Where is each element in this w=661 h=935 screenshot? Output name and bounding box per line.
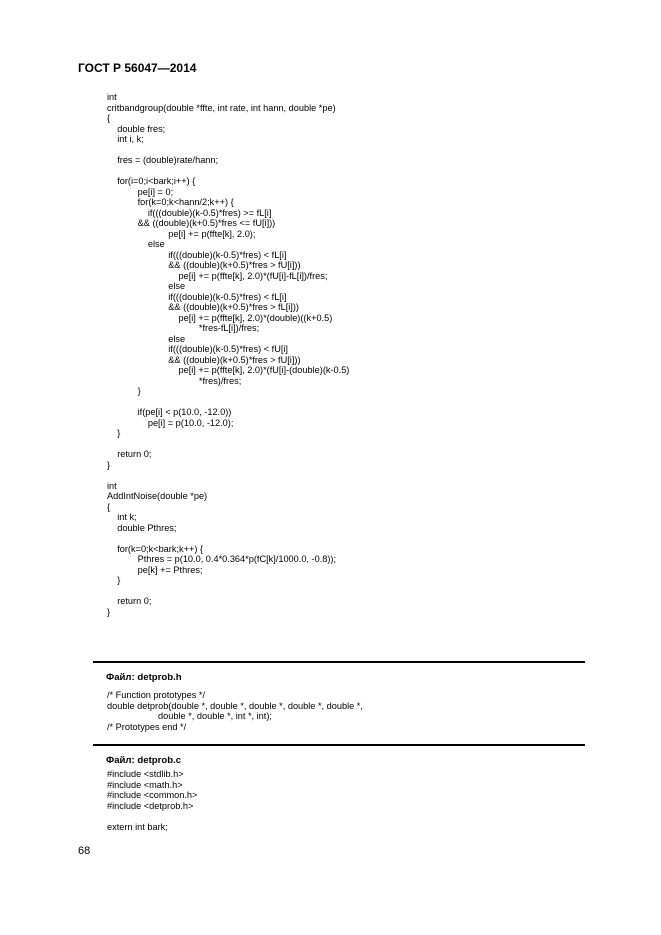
code-line: double *, double *, int *, int); (107, 711, 272, 721)
code-line: int k; (107, 512, 137, 522)
section-divider (93, 661, 585, 663)
code-line: *fres-fL[i])/fres; (107, 323, 260, 333)
code-line: for(k=0;k<bark;k++) { (107, 543, 204, 554)
code-line (107, 811, 197, 822)
code-line: if(pe[i] < p(10.0, -12.0)) (107, 407, 232, 417)
code-line: pe[i] += p(ffte[k], 2.0); (107, 228, 256, 239)
code-line: Pthres = p(10.0, 0.4*0.364*p(fC[k]/1000.0, -0.8)); (107, 554, 337, 564)
code-line: else (107, 281, 186, 291)
code-line: /* Function prototypes */ (107, 690, 206, 700)
code-block-detprob-c (107, 769, 197, 832)
code-line: critbandgroup(double *ffte, int rate, int hann, double *pe) (107, 102, 336, 113)
code-line: for(i=0;i<bark;i++) { (107, 176, 196, 186)
code-line: if(((double)(k-0.5)*fres) < fL[i] (107, 249, 287, 260)
code-line: else (107, 333, 186, 344)
code-line: #include <common.h> (107, 790, 198, 800)
page-header: ГОСТ Р 56047—2014 (78, 61, 197, 75)
code-line: pe[i] = p(10.0, -12.0); (107, 417, 234, 428)
code-line: fres = (double)rate/hann; (107, 155, 219, 165)
code-line: } (107, 386, 141, 396)
code-line: else (107, 239, 165, 249)
code-line: /* Prototypes end */ (107, 721, 187, 732)
code-line: #include <stdlib.h> (107, 769, 184, 779)
code-line: int (107, 92, 117, 102)
code-line (107, 586, 349, 597)
code-line (107, 145, 349, 156)
code-line (107, 439, 349, 450)
code-line: double Pthres; (107, 522, 177, 533)
code-line: return 0; (107, 596, 152, 606)
code-block-critbandgroup (107, 92, 349, 617)
code-line: AddIntNoise(double *pe) (107, 491, 208, 501)
code-line: if(((double)(k-0.5)*fres) >= fL[i] (107, 207, 272, 218)
code-line: pe[i] += p(ffte[k], 2.0)*(double)((k+0.5) (107, 312, 333, 323)
code-line: && ((double)(k+0.5)*fres > fU[i])) (107, 260, 301, 270)
code-line: } (107, 428, 121, 438)
code-line: if(((double)(k-0.5)*fres) < fL[i] (107, 291, 287, 302)
code-line (107, 533, 349, 544)
code-line (107, 166, 349, 177)
code-line: { (107, 501, 111, 512)
code-line: *fres)/fres; (107, 375, 242, 386)
code-line: if(((double)(k-0.5)*fres) < fU[i] (107, 344, 288, 354)
code-line: pe[i] += p(ffte[k], 2.0)*(fU[i]-fL[i])/fres; (107, 270, 328, 281)
code-line: pe[k] += Pthres; (107, 564, 203, 575)
code-line: { (107, 113, 111, 123)
code-line: return 0; (107, 449, 152, 459)
code-line: && ((double)(k+0.5)*fres <= fU[i])) (107, 218, 276, 228)
page-number: 68 (78, 845, 91, 857)
code-line (107, 397, 349, 408)
code-line: int i, k; (107, 134, 144, 144)
code-line: for(k=0;k<hann/2;k++) { (107, 197, 234, 207)
code-line: int (107, 480, 117, 491)
code-block-detprob-h (107, 690, 363, 732)
code-line: #include <math.h> (107, 779, 183, 790)
section-divider (93, 744, 585, 746)
code-line: && ((double)(k+0.5)*fres > fL[i])) (107, 302, 299, 312)
code-line: extern int bark; (107, 821, 168, 832)
code-line: } (107, 575, 121, 585)
code-line: pe[i] += p(ffte[k], 2.0)*(fU[i]-(double)(k-0.5) (107, 365, 350, 375)
code-line: } (107, 459, 111, 470)
code-line: double fres; (107, 123, 166, 134)
code-line: #include <detprob.h> (107, 800, 194, 811)
code-line: pe[i] = 0; (107, 186, 174, 197)
code-line (107, 470, 349, 481)
code-line: double detprob(double *, double *, double *, double *, double *, (107, 700, 363, 711)
file-title-detprob-c: Файл: detprob.c (106, 755, 182, 766)
file-title-detprob-h: Файл: detprob.h (106, 672, 182, 683)
code-line: && ((double)(k+0.5)*fres > fU[i])) (107, 354, 301, 365)
code-line: } (107, 606, 111, 617)
